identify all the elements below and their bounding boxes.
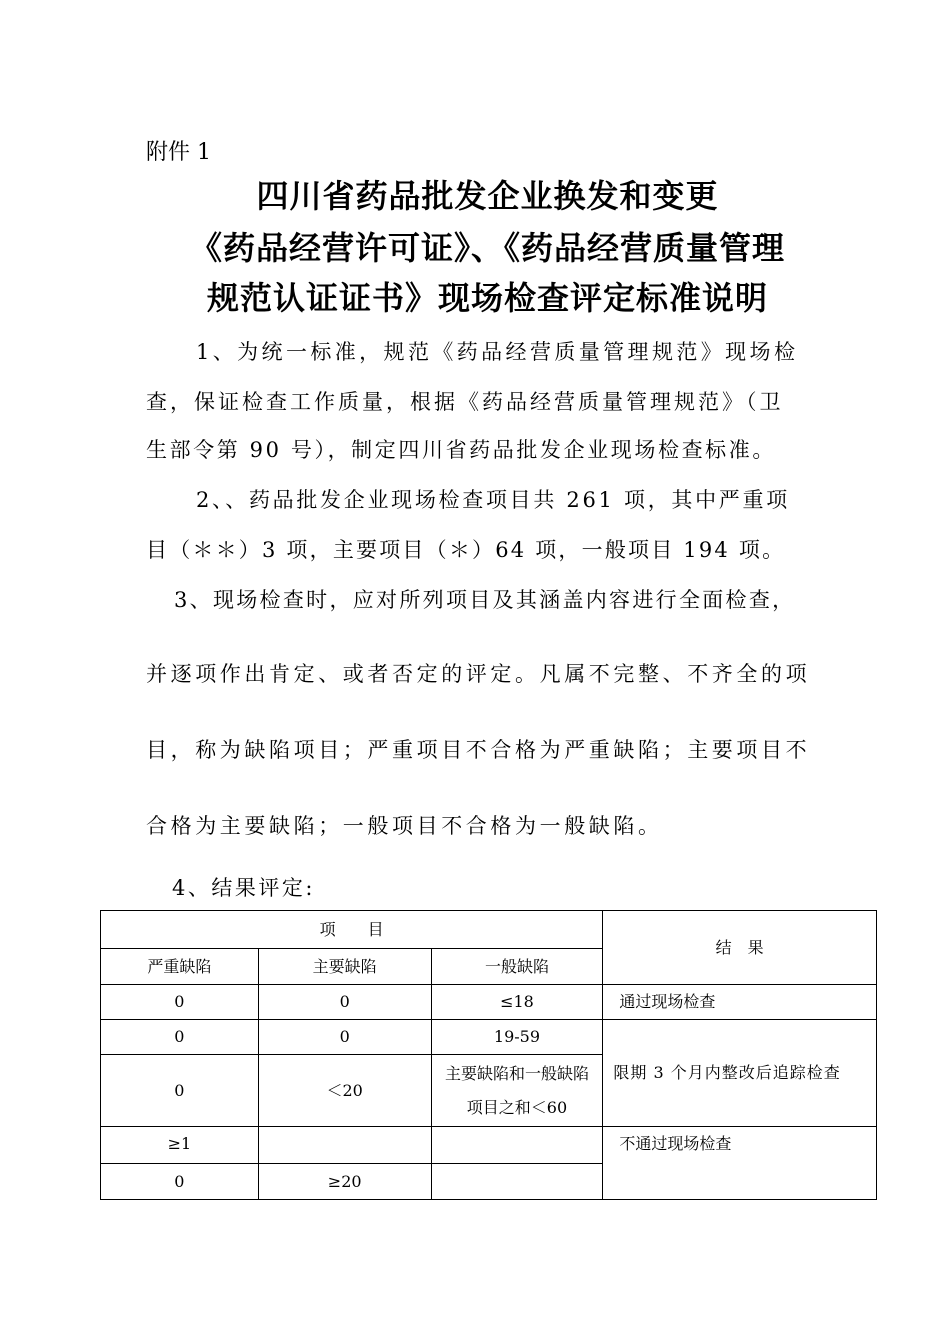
general-cell: 19-59 bbox=[431, 1020, 603, 1055]
general-cell bbox=[431, 1127, 603, 1164]
paragraph-line: 目（＊＊）3 项，主要项目（＊）64 项，一般项目 194 项。 bbox=[146, 538, 786, 562]
major-cell bbox=[258, 1127, 431, 1164]
header-items-cell: 项 目 bbox=[101, 911, 603, 949]
serious-cell: 0 bbox=[101, 985, 259, 1020]
result-rectify-cell: 限期 3 个月内整改后追踪检查 bbox=[603, 1020, 877, 1127]
serious-cell: 0 bbox=[101, 1020, 259, 1055]
attachment-label: 附件 1 bbox=[146, 140, 211, 165]
serious-cell: ≥1 bbox=[101, 1127, 259, 1164]
general-cell: 主要缺陷和一般缺陷项目之和＜60 bbox=[431, 1055, 603, 1127]
paragraph-line: 1、为统一标准，规范《药品经营质量管理规范》现场检 bbox=[196, 340, 799, 364]
result-pass-cell: 通过现场检查 bbox=[603, 985, 877, 1020]
paragraph-line: 合格为主要缺陷；一般项目不合格为一般缺陷。 bbox=[146, 814, 663, 838]
document-title-line-2: 《药品经营许可证》、《药品经营质量管理 bbox=[189, 229, 785, 267]
paragraph-line: 2、、药品批发企业现场检查项目共 261 项，其中严重项 bbox=[196, 488, 790, 512]
column-major-header: 主要缺陷 bbox=[258, 949, 431, 985]
header-result-cell: 结 果 bbox=[603, 911, 877, 985]
major-cell: ≥20 bbox=[258, 1164, 431, 1200]
document-title-line-3: 规范认证证书》现场检查评定标准说明 bbox=[206, 279, 768, 317]
section-heading: 4、结果评定: bbox=[172, 876, 315, 900]
column-serious-header: 严重缺陷 bbox=[101, 949, 259, 985]
table-header-row bbox=[101, 911, 877, 949]
paragraph-line: 目，称为缺陷项目；严重项目不合格为严重缺陷；主要项目不 bbox=[146, 738, 811, 762]
major-cell: ＜20 bbox=[258, 1055, 431, 1127]
serious-cell: 0 bbox=[101, 1055, 259, 1127]
paragraph-line: 并逐项作出肯定、或者否定的评定。凡属不完整、不齐全的项 bbox=[146, 662, 811, 686]
table-row bbox=[101, 985, 877, 1020]
paragraph-line: 查，保证检查工作质量，根据《药品经营质量管理规范》（卫 bbox=[146, 390, 784, 414]
major-cell: 0 bbox=[258, 985, 431, 1020]
paragraph-line: 生部令第 90 号），制定四川省药品批发企业现场检查标准。 bbox=[146, 438, 776, 462]
column-general-header: 一般缺陷 bbox=[431, 949, 603, 985]
general-cell: ≤18 bbox=[431, 985, 603, 1020]
major-cell: 0 bbox=[258, 1020, 431, 1055]
general-cell bbox=[431, 1164, 603, 1200]
serious-cell: 0 bbox=[101, 1164, 259, 1200]
table-row bbox=[101, 1020, 877, 1055]
table-row bbox=[101, 1127, 877, 1164]
paragraph-line: 3、现场检查时，应对所列项目及其涵盖内容进行全面检查， bbox=[174, 588, 796, 612]
document-title-line-1: 四川省药品批发企业换发和变更 bbox=[256, 177, 719, 215]
result-evaluation-table bbox=[100, 910, 877, 1200]
result-fail-cell: 不通过现场检查 bbox=[603, 1127, 877, 1200]
